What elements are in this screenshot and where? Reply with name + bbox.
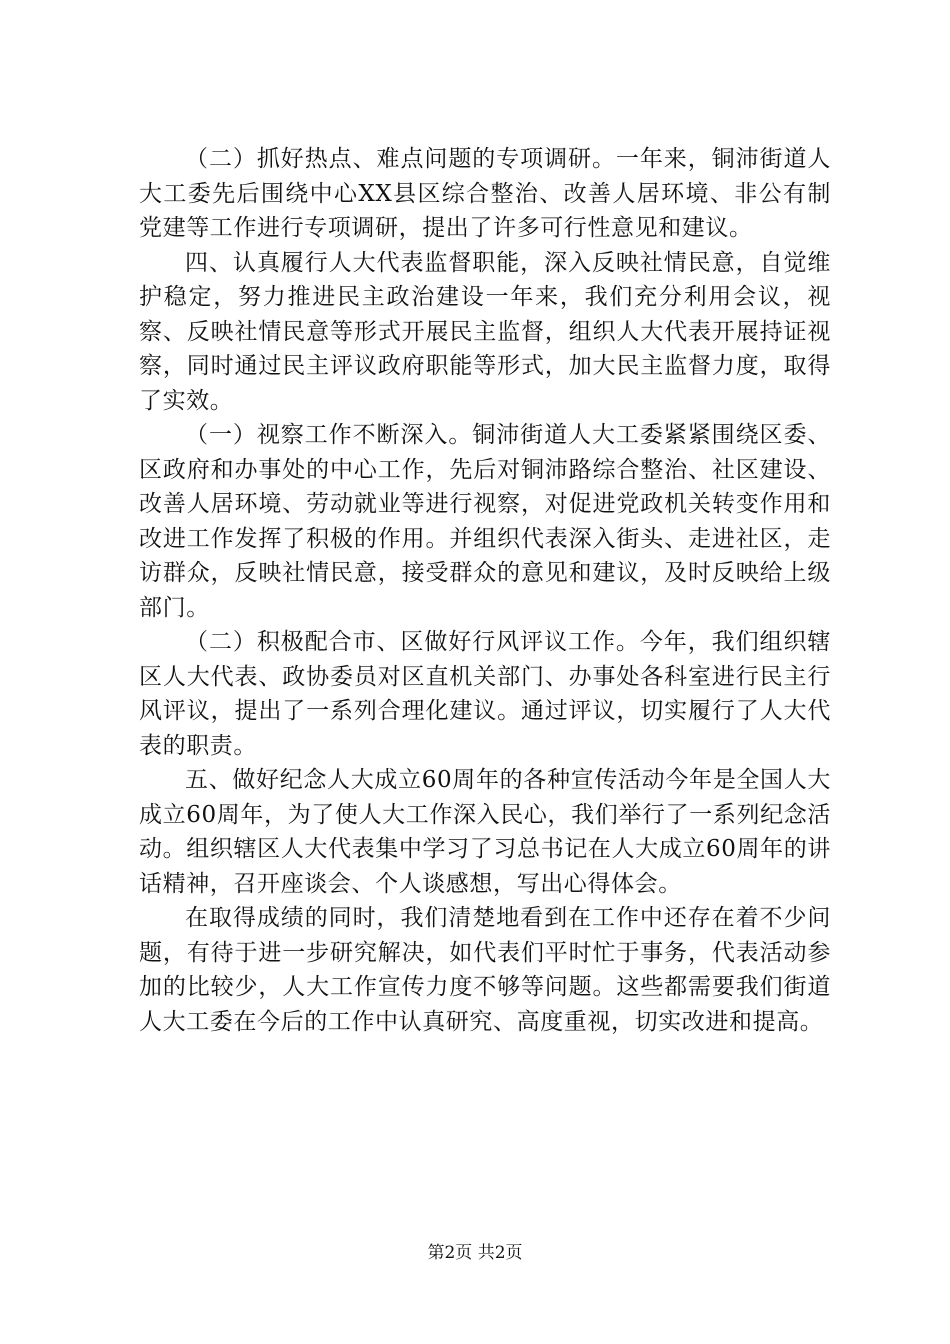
page-footer bbox=[0, 1243, 950, 1263]
paragraph-inspection-work: （一）视察工作不断深入。铜沛街道人大工委紧紧围绕区委、区政府和办事处的中心工作，先后对铜沛路综合整治、社区建设、改善人居环境、劳动就业等进行视察，对促进党政机关转变作用和改进工作发挥了积极的作用。并组织代表深入街头、走进社区，走访群众，反映社情民意，接受群众的意见和建议，及时反映给上级部门。 bbox=[139, 422, 831, 621]
paragraph-anniversary-activities: 五、做好纪念人大成立60周年的各种宣传活动今年是全国人大成立60周年，为了使人大工作深入民心，我们举行了一系列纪念活动。组织辖区人大代表集中学习了习总书记在人大成立60周年的讲话精神，召开座谈会、个人谈感想，写出心得体会。 bbox=[139, 767, 831, 897]
paragraph-conduct-review: （二）积极配合市、区做好行风评议工作。今年，我们组织辖区人大代表、政协委员对区直机关部门、办事处各科室进行民主行风评议，提出了一系列合理化建议。通过评议，切实履行了人大代表的职责。 bbox=[139, 629, 831, 759]
paragraph-supervision-duty: 四、认真履行人大代表监督职能，深入反映社情民意，自觉维护稳定，努力推进民主政治建设一年来，我们充分利用会议，视察、反映社情民意等形式开展民主监督，组织人大代表开展持证视察，同时通过民主评议政府职能等形式，加大民主监督力度，取得了实效。 bbox=[139, 249, 831, 414]
page-number: 第2页 bbox=[427, 1243, 473, 1263]
document-body bbox=[139, 142, 831, 1039]
page-total: 共2页 bbox=[477, 1243, 523, 1263]
paragraph-special-research: （二）抓好热点、难点问题的专项调研。一年来，铜沛街道人大工委先后围绕中心XX县区综合整治、改善人居环境、非公有制党建等工作进行专项调研，提出了许多可行性意见和建议。 bbox=[139, 146, 831, 241]
paragraph-existing-problems: 在取得成绩的同时，我们清楚地看到在工作中还存在着不少问题，有待于进一步研究解决，如代表们平时忙于事务，代表活动参加的比较少，人大工作宣传力度不够等问题。这些都需要我们街道人大工委在今后的工作中认真研究、高度重视，切实改进和提高。 bbox=[139, 905, 831, 1035]
